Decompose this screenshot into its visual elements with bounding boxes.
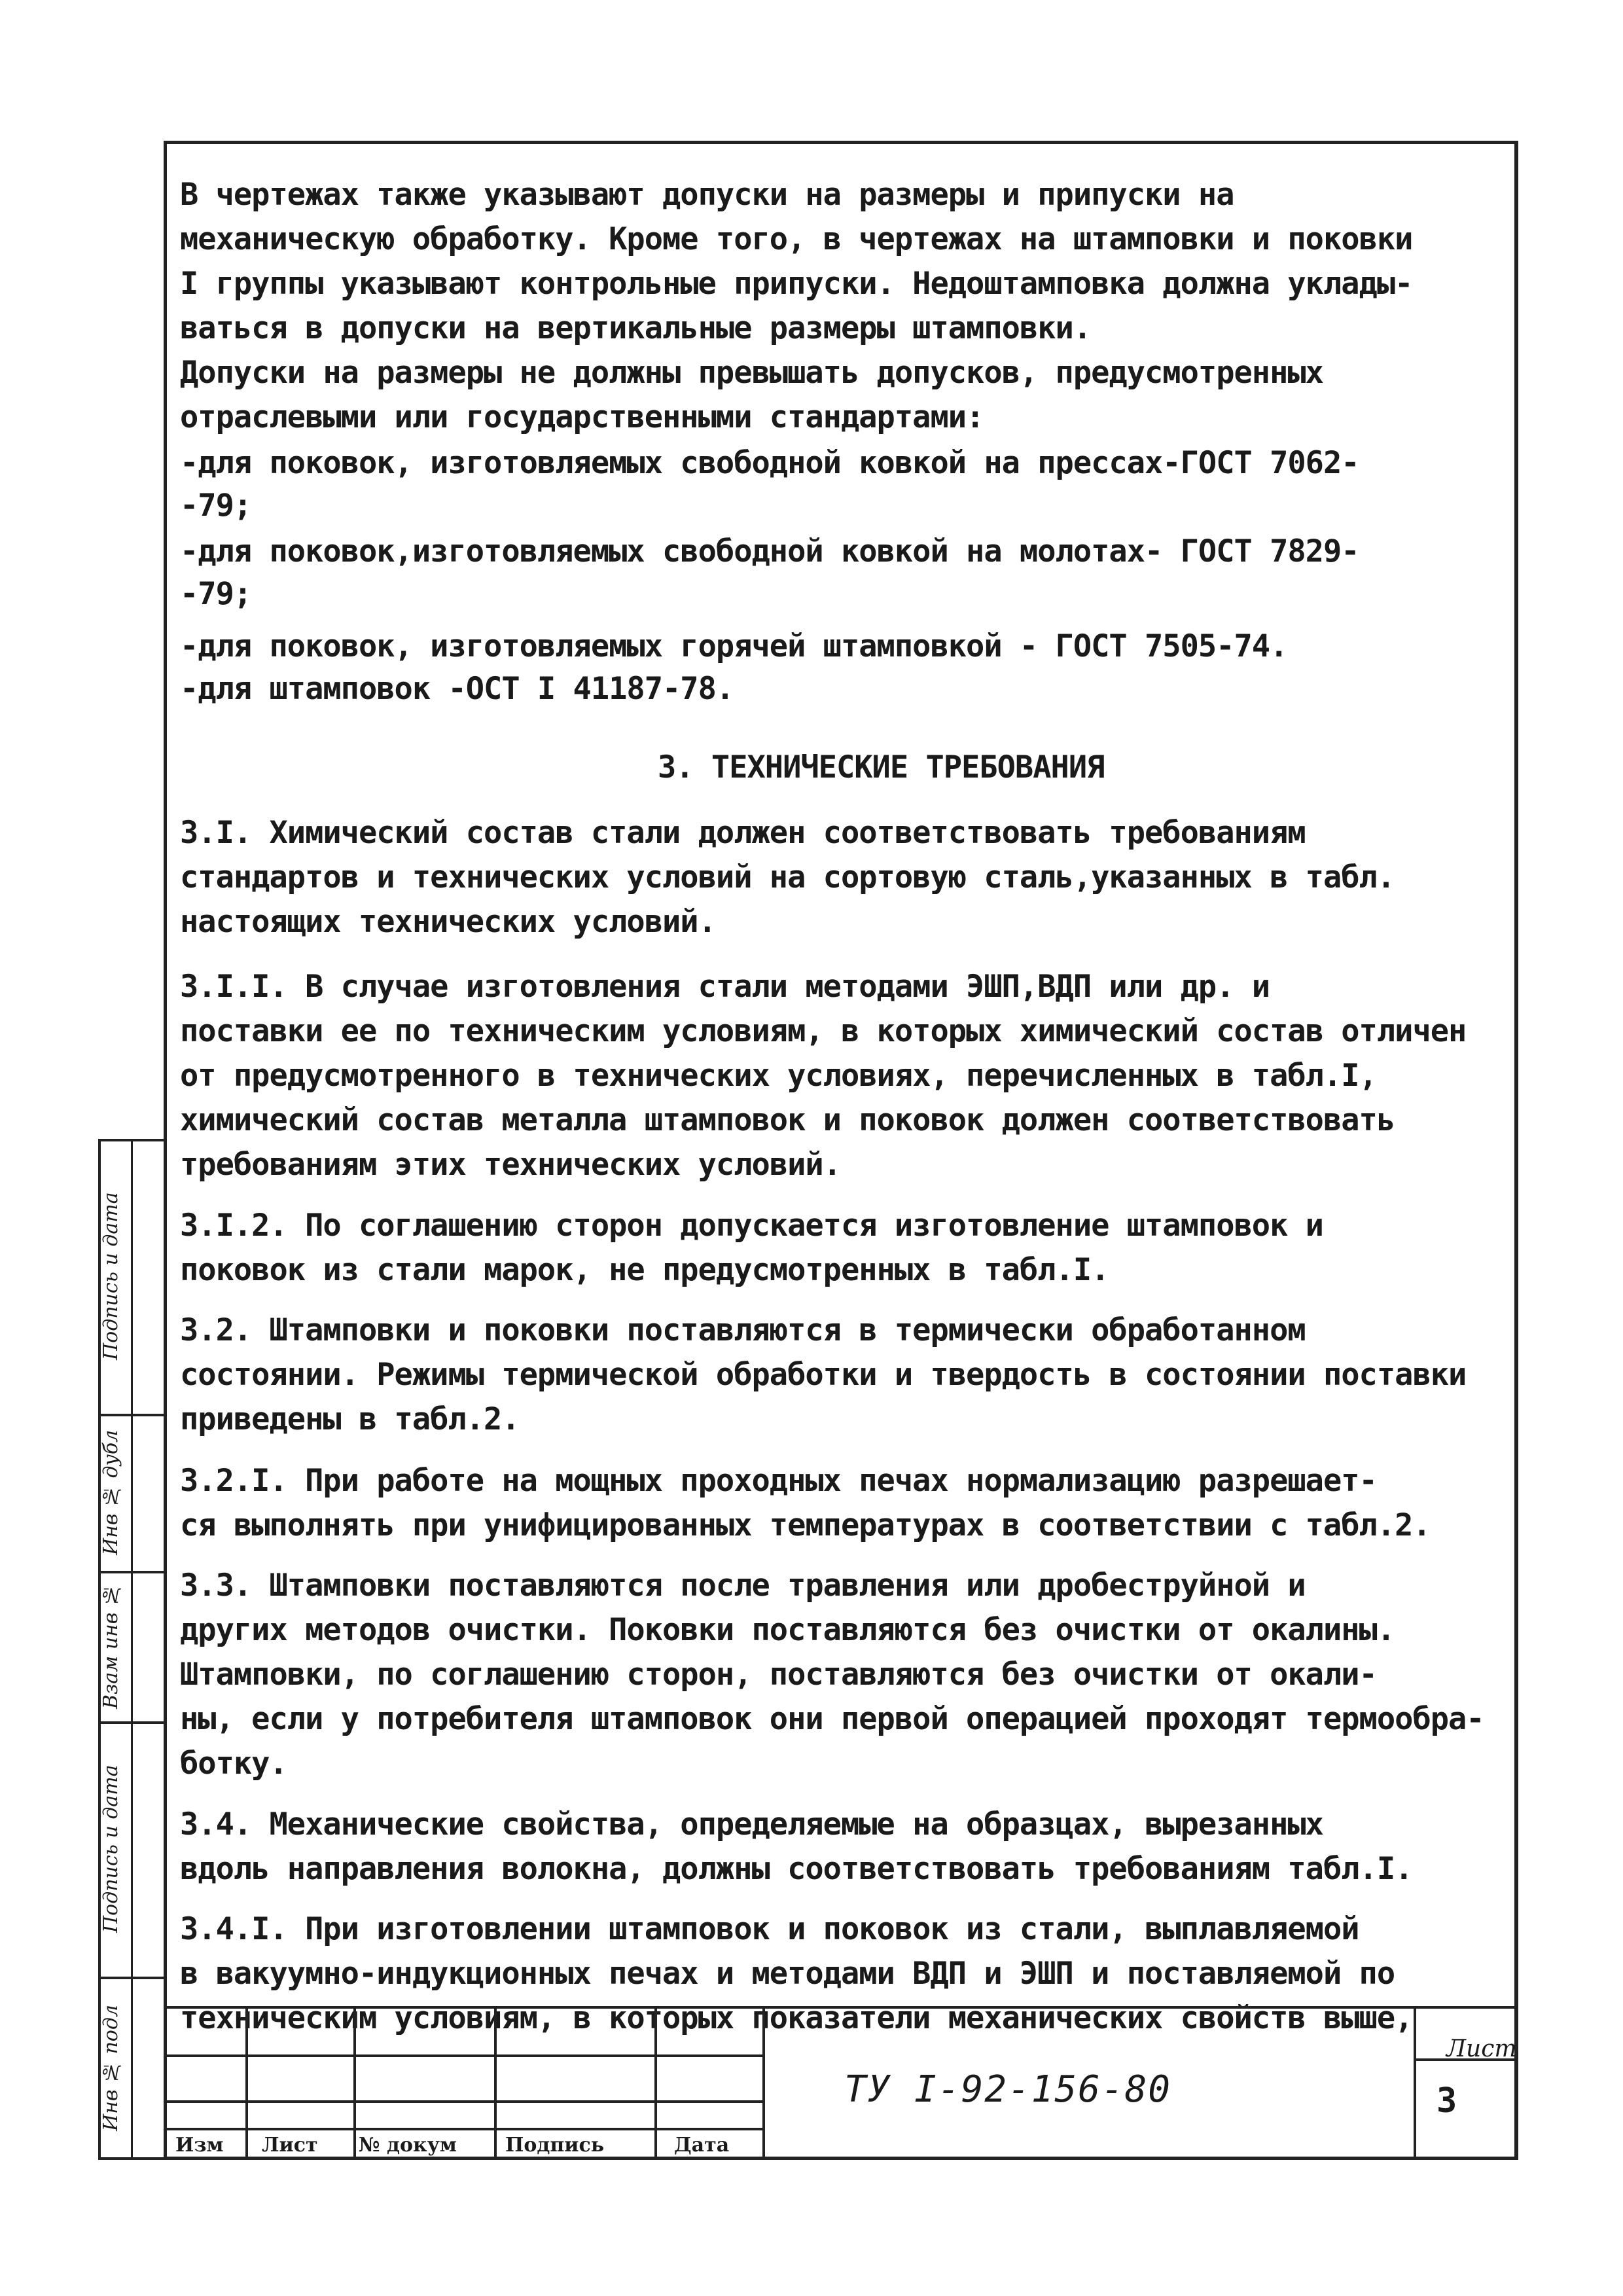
body-line: 3.I.2. По соглашению сторон допускается изготовление штамповок и — [180, 1208, 1323, 1244]
body-line: -79; — [180, 488, 252, 524]
body-line: Допуски на размеры не должны превышать допусков, предусмотренных — [180, 355, 1323, 391]
body-line: 3.4. Механические свойства, определяемые на образцах, вырезанных — [180, 1806, 1323, 1842]
body-line: -для поковок,изготовляемых свободной ковкой на молотах- ГОСТ 7829- — [180, 533, 1359, 569]
body-line: поставки ее по техническим условиям, в которых химический состав отличен — [180, 1013, 1467, 1049]
body-line: -для поковок, изготовляемых горячей штамповкой - ГОСТ 7505-74. — [180, 628, 1288, 664]
title-block-dokum: № докум — [359, 2134, 457, 2157]
body-line: 3.4.I. При изготовлении штамповок и поковок из стали, выплавляемой — [180, 1911, 1359, 1947]
body-line: 3.2.I. При работе на мощных проходных печах нормализацию разрешает- — [180, 1463, 1377, 1499]
body-line: ся выполнять при унифицированных температурах в соответствии с табл.2. — [180, 1507, 1431, 1543]
body-line: Штамповки, по соглашению сторон, поставляются без очистки от окали- — [180, 1657, 1377, 1693]
body-line: 3.2. Штамповки и поковки поставляются в термически обработанном — [180, 1312, 1306, 1348]
body-line: стандартов и технических условий на сортовую сталь,указанных в табл. — [180, 859, 1395, 895]
section-heading: 3. ТЕХНИЧЕСКИЕ ТРЕБОВАНИЯ — [658, 749, 1105, 785]
body-line: I группы указывают контрольные припуски. Недоштамповка должна уклады- — [180, 266, 1413, 302]
body-line: -79; — [180, 576, 252, 612]
body-line: приведены в табл.2. — [180, 1401, 520, 1437]
body-line: отраслевыми или государственными стандартами: — [180, 399, 984, 435]
body-line: от предусмотренного в технических условиях, перечисленных в табл.I, — [180, 1058, 1377, 1094]
title-block-list: Лист — [262, 2134, 318, 2157]
body-line: состоянии. Режимы термической обработки и твердость в состоянии поставки — [180, 1357, 1467, 1393]
body-line: -для поковок, изготовляемых свободной ковкой на прессах-ГОСТ 7062- — [180, 445, 1359, 481]
side-label-inv-podl: Инв № подл — [99, 2005, 122, 2132]
body-line: ботку. — [180, 1746, 287, 1782]
side-label-podpis-data-2: Подпись и дата — [99, 1765, 122, 1933]
body-line: требованиям этих технических условий. — [180, 1147, 841, 1183]
body-line: -для штамповок -ОСТ I 41187-78. — [180, 671, 734, 707]
body-line: настоящих технических условий. — [180, 904, 716, 940]
body-line: химический состав металла штамповок и поковок должен соответствовать — [180, 1102, 1395, 1138]
title-block-podpis: Подпись — [505, 2134, 605, 2157]
stamp-divider — [98, 1571, 164, 1573]
body-line: В чертежах также указывают допуски на размеры и припуски на — [180, 177, 1234, 213]
body-line: других методов очистки. Поковки поставляются без очистки от окалины. — [180, 1612, 1395, 1648]
sheet-number: 3 — [1436, 2081, 1457, 2121]
title-block-data: Дата — [674, 2134, 730, 2157]
body-line: механическую обработку. Кроме того, в чертежах на штамповки и поковки — [180, 221, 1413, 257]
body-line: 3.3. Штамповки поставляются после травления или дробеструйной и — [180, 1568, 1306, 1604]
body-line: 3.I. Химический состав стали должен соответствовать требованиям — [180, 815, 1306, 851]
body-line: техническим условиям, в которых показатели механических свойств выше, — [180, 2000, 1413, 2036]
side-label-podpis-data: Подпись и дата — [99, 1192, 122, 1361]
stamp-divider — [98, 1721, 164, 1724]
body-line: ваться в допуски на вертикальные размеры штамповки. — [180, 310, 1092, 346]
sheet-label: Лист — [1446, 2036, 1517, 2062]
title-block-izm: Изм — [175, 2134, 224, 2157]
body-line: 3.I.I. В случае изготовления стали методами ЭШП,ВДП или др. и — [180, 969, 1270, 1005]
body-line: ны, если у потребителя штамповок они первой операцией проходят термообра- — [180, 1701, 1484, 1737]
body-line: вдоль направления волокна, должны соответствовать требованиям табл.I. — [180, 1851, 1413, 1887]
document-number: ТУ I-92-156-80 — [844, 2068, 1172, 2111]
stamp-divider — [98, 1414, 164, 1416]
side-label-vzam-inv: Взам инв № — [99, 1583, 122, 1709]
stamp-divider — [98, 1977, 164, 1979]
side-label-inv-dubl: Инв № дубл — [99, 1429, 122, 1555]
body-line: поковок из стали марок, не предусмотренных в табл.I. — [180, 1252, 1109, 1288]
body-line: в вакуумно-индукционных печах и методами ВДП и ЭШП и поставляемой по — [180, 1956, 1395, 1992]
